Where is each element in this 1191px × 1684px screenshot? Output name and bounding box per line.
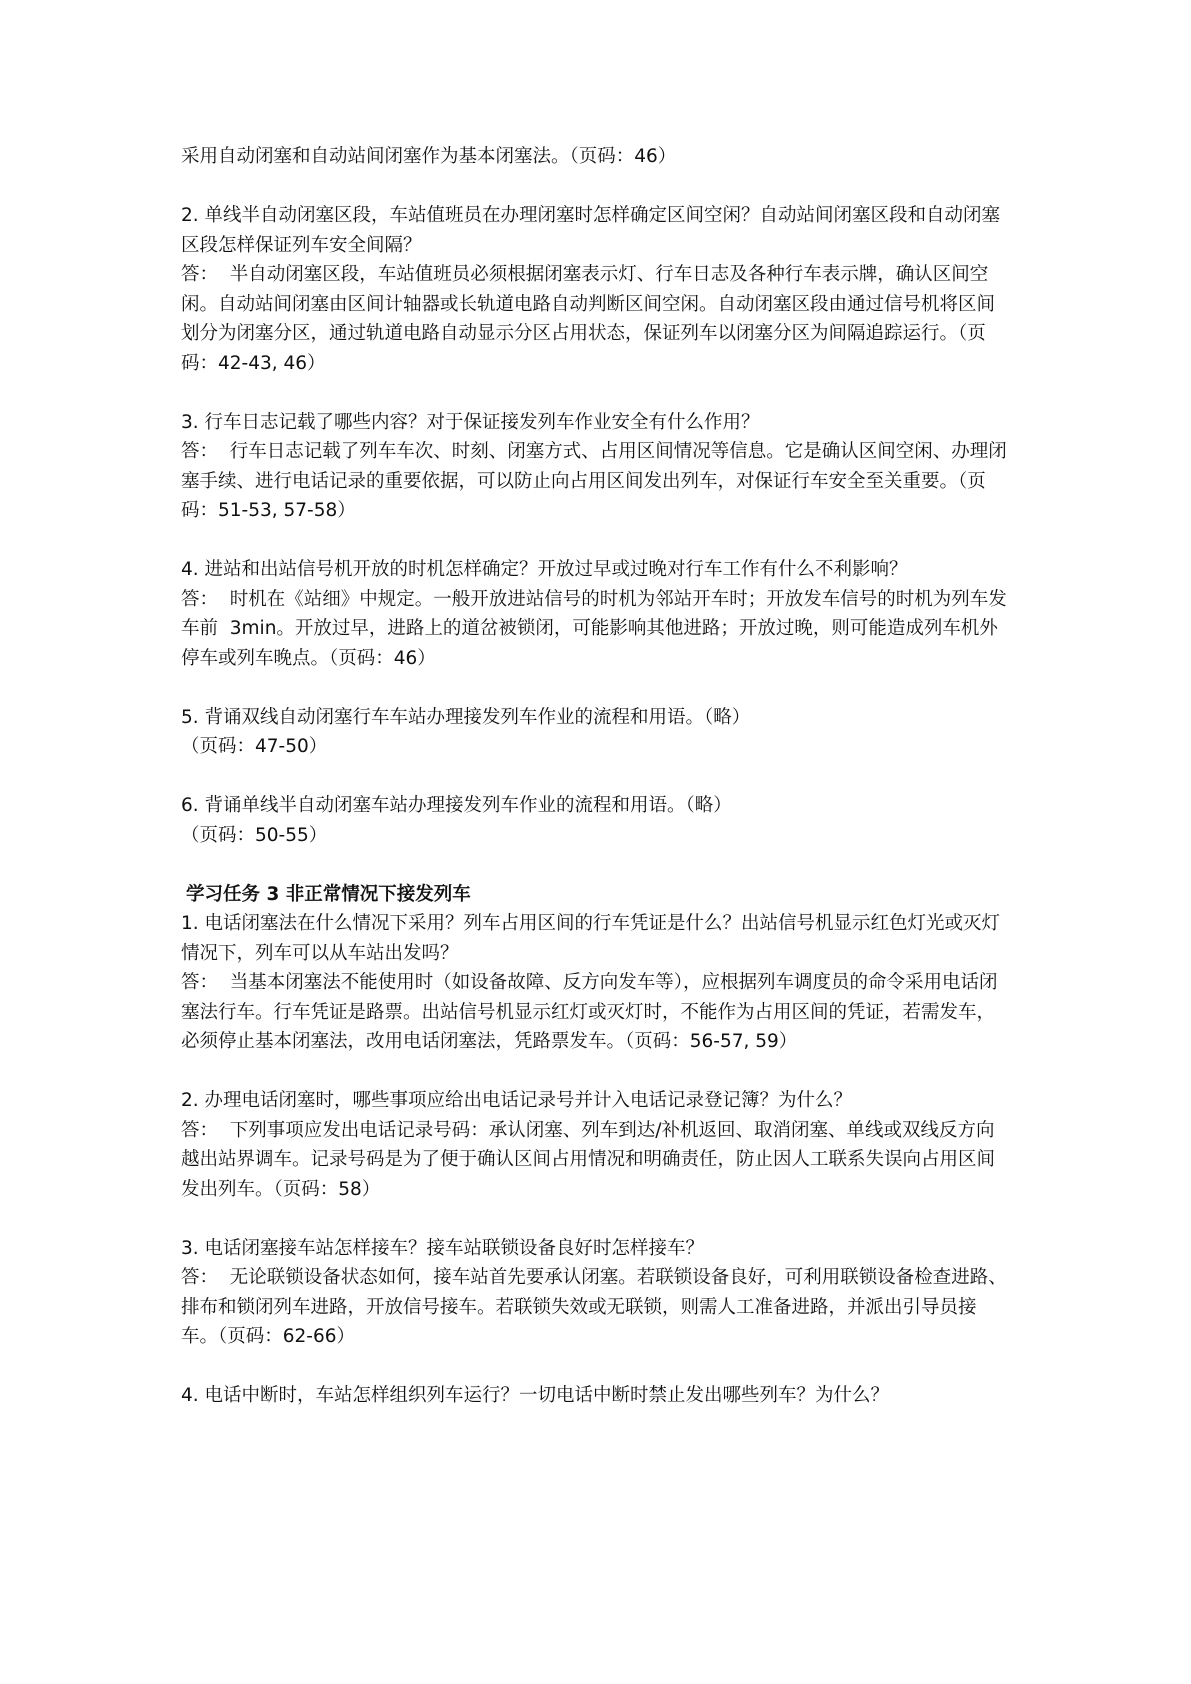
task3-answer-3: 答： 无论联锁设备状态如何，接车站首先要承认闭塞。若联锁设备良好，可利用联锁设备检查进路、排布和锁闭列车进路，开放信号接车。若联锁失效或无联锁，则需人工准备进路，并派出引导员接车。（页码：62-66） bbox=[181, 1267, 1007, 1347]
question-4: 4. 进站和出站信号机开放的时机怎样确定？开放过早或过晚对行车工作有什么不利影响？ bbox=[181, 559, 908, 580]
paragraph-gap bbox=[181, 378, 1011, 408]
document-page bbox=[181, 142, 1011, 1411]
paragraph-gap bbox=[181, 526, 1011, 556]
answer-4: 答： 时机在《站细》中规定。一般开放进站信号的时机为邻站开车时；开放发车信号的时机为列车发车前 3min。开放过早，进路上的道岔被锁闭，可能影响其他进路；开放过晚，则可能造成列车机外停车或列车晚点。（页码：46） bbox=[181, 588, 1007, 669]
paragraph-gap bbox=[181, 172, 1011, 202]
answer-2: 答： 半自动闭塞区段，车站值班员必须根据闭塞表示灯、行车日志及各种行车表示牌，确认区间空闲。自动站间闭塞由区间计轴器或长轨道电路自动判断区间空闲。自动闭塞区段由通过信号机将区间划分为闭塞分区，通过轨道电路自动显示分区占用状态，保证列车以闭塞分区为间隔追踪运行。（页码：42-43, 46） bbox=[181, 264, 996, 374]
page-ref-5: （页码：47-50） bbox=[181, 736, 328, 757]
paragraph-gap bbox=[181, 1057, 1011, 1087]
task3-question-1: 1. 电话闭塞法在什么情况下采用？列车占用区间的行车凭证是什么？出站信号机显示红色灯光或灭灯情况下，列车可以从车站出发吗？ bbox=[181, 913, 1001, 964]
question-6: 6. 背诵单线半自动闭塞车站办理接发列车作业的流程和用语。（略） bbox=[181, 795, 732, 816]
question-5: 5. 背诵双线自动闭塞行车车站办理接发列车作业的流程和用语。（略） bbox=[181, 706, 751, 728]
paragraph-gap bbox=[181, 762, 1011, 792]
question-2: 2. 单线半自动闭塞区段，车站值班员在办理闭塞时怎样确定区间空闲？自动站间闭塞区段和自动闭塞区段怎样保证列车安全间隔？ bbox=[181, 205, 1001, 256]
question-3: 3. 行车日志记载了哪些内容？对于保证接发列车作业安全有什么作用？ bbox=[181, 411, 760, 433]
answer-3: 答： 行车日志记载了列车车次、时刻、闭塞方式、占用区间情况等信息。它是确认区间空闲、办理闭塞手续、进行电话记录的重要依据，可以防止向占用区间发出列车，对保证行车安全至关重要。（页码：51-53, 57-58） bbox=[181, 441, 1007, 521]
paragraph-gap bbox=[181, 1352, 1011, 1382]
task3-question-4: 4. 电话中断时，车站怎样组织列车运行？一切电话中断时禁止发出哪些列车？为什么？ bbox=[181, 1385, 890, 1406]
task3-question-2: 2. 办理电话闭塞时，哪些事项应给出电话记录号并计入电话记录登记簿？为什么？ bbox=[181, 1090, 853, 1111]
task3-answer-1: 答： 当基本闭塞法不能使用时（如设备故障、反方向发车等），应根据列车调度员的命令采用电话闭塞法行车。行车凭证是路票。出站信号机显示红灯或灭灯时，不能作为占用区间的凭证，若需发车，必须停止基本闭塞法，改用电话闭塞法，凭路票发车。（页码：56-57, 59） bbox=[181, 972, 998, 1052]
paragraph: 采用自动闭塞和自动站间闭塞作为基本闭塞法。（页码：46） bbox=[181, 146, 677, 167]
paragraph-gap bbox=[181, 673, 1011, 703]
paragraph-gap bbox=[181, 850, 1011, 880]
task3-answer-2: 答： 下列事项应发出电话记录号码：承认闭塞、列车到达/补机返回、取消闭塞、单线或双线反方向越出站界调车。记录号码是为了便于确认区间占用情况和明确责任，防止因人工联系失误向占用区间发出列车。（页码：58） bbox=[181, 1119, 996, 1200]
page-ref-6: （页码：50-55） bbox=[181, 824, 328, 846]
task3-question-3: 3. 电话闭塞接车站怎样接车？接车站联锁设备良好时怎样接车？ bbox=[181, 1237, 705, 1259]
paragraph-gap bbox=[181, 1204, 1011, 1234]
section-heading: 学习任务 3 非正常情况下接发列车 bbox=[186, 883, 471, 905]
